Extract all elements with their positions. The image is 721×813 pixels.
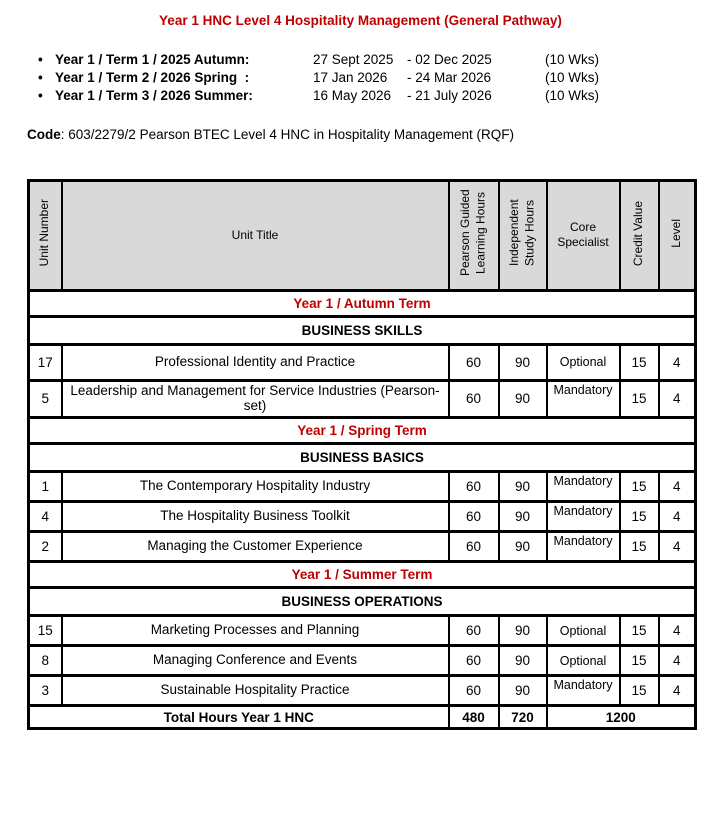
guided-hours-cell: 60 (449, 676, 499, 706)
independent-hours-cell: 90 (499, 646, 547, 676)
term-band-label: Year 1 / Autumn Term (29, 290, 696, 316)
unit-number-cell: 5 (29, 380, 62, 418)
term-duration: (10 Wks) (545, 52, 599, 67)
qualification-code-line (27, 127, 694, 142)
page-title: Year 1 HNC Level 4 Hospitality Management (General Pathway) (159, 13, 562, 28)
unit-number-cell: 2 (29, 532, 62, 562)
unit-row (29, 616, 696, 646)
independent-hours-header-label: Independent Study Hours (506, 199, 537, 267)
category-band-business-basics (29, 444, 696, 472)
independent-hours-cell: 90 (499, 676, 547, 706)
level-cell: 4 (659, 472, 696, 502)
credit-value-cell: 15 (620, 646, 659, 676)
unit-row (29, 344, 696, 380)
core-specialist-cell: Mandatory (547, 472, 620, 502)
unit-title-cell: Marketing Processes and Planning (62, 616, 449, 646)
level-cell: 4 (659, 646, 696, 676)
unit-title-cell: The Contemporary Hospitality Industry (62, 472, 449, 502)
guided-hours-cell: 60 (449, 532, 499, 562)
total-independent-hours-cell: 720 (499, 706, 547, 729)
unit-number-cell: 4 (29, 502, 62, 532)
unit-title-cell: Sustainable Hospitality Practice (62, 676, 449, 706)
category-band-business-skills (29, 316, 696, 344)
term-item-spring (38, 69, 694, 87)
term-label: Year 1 / Term 2 / 2026 Spring : (55, 70, 250, 86)
term-label: Year 1 / Term 1 / 2025 Autumn: (55, 52, 250, 67)
core-specialist-cell: Optional (547, 616, 620, 646)
unit-row (29, 532, 696, 562)
col-header-level (659, 180, 696, 290)
terms-list (27, 51, 694, 106)
term-start-date: 27 Sept 2025 (313, 52, 394, 67)
level-cell: 4 (659, 502, 696, 532)
term-start-date: 17 Jan 2026 (313, 70, 388, 86)
col-header-independent-hours (499, 180, 547, 290)
independent-hours-cell: 90 (499, 472, 547, 502)
col-header-guided-hours (449, 180, 499, 290)
col-header-unit-title: Unit Title (62, 180, 449, 290)
unit-row (29, 380, 696, 418)
level-cell: 4 (659, 676, 696, 706)
bullet-icon: • (38, 70, 43, 86)
credit-value-header-label: Credit Value (631, 200, 646, 266)
category-band-label: BUSINESS OPERATIONS (29, 588, 696, 616)
code-text: : 603/2279/2 Pearson BTEC Level 4 HNC in Hospitality Management (RQF) (60, 126, 514, 142)
level-cell: 4 (659, 532, 696, 562)
credit-value-cell: 15 (620, 502, 659, 532)
term-item-summer (38, 87, 694, 105)
credit-value-cell: 15 (620, 532, 659, 562)
independent-hours-cell: 90 (499, 344, 547, 380)
term-end-date: - 02 Dec 2025 (407, 52, 492, 67)
term-item-autumn (38, 51, 694, 69)
total-guided-hours-cell: 480 (449, 706, 499, 729)
level-header-label: Level (668, 218, 683, 248)
unit-row (29, 646, 696, 676)
total-label-cell: Total Hours Year 1 HNC (29, 706, 449, 729)
unit-title-cell: Leadership and Management for Service Industries (Pearson-set) (62, 380, 449, 418)
term-band-label: Year 1 / Spring Term (29, 418, 696, 444)
term-duration: (10 Wks) (545, 70, 599, 86)
unit-number-cell: 15 (29, 616, 62, 646)
category-band-label: BUSINESS BASICS (29, 444, 696, 472)
level-cell: 4 (659, 380, 696, 418)
unit-row (29, 472, 696, 502)
independent-hours-cell: 90 (499, 502, 547, 532)
guided-hours-cell: 60 (449, 380, 499, 418)
total-row (29, 706, 696, 729)
total-combined-cell: 1200 (547, 706, 696, 729)
core-specialist-cell: Mandatory (547, 380, 620, 418)
category-band-label: BUSINESS SKILLS (29, 316, 696, 344)
term-end-date: - 21 July 2026 (407, 88, 492, 104)
col-header-credit-value (620, 180, 659, 290)
code-label: Code (27, 126, 61, 142)
term-end-date: - 24 Mar 2026 (407, 70, 492, 86)
term-band-autumn (29, 290, 696, 316)
col-header-unit-number (29, 180, 62, 290)
guided-hours-cell: 60 (449, 616, 499, 646)
unit-number-cell: 8 (29, 646, 62, 676)
term-band-label: Year 1 / Summer Term (29, 562, 696, 588)
core-specialist-cell: Mandatory (547, 532, 620, 562)
unit-row (29, 502, 696, 532)
credit-value-cell: 15 (620, 616, 659, 646)
independent-hours-cell: 90 (499, 616, 547, 646)
term-band-summer (29, 562, 696, 588)
guided-hours-cell: 60 (449, 472, 499, 502)
unit-title-cell: Professional Identity and Practice (62, 344, 449, 380)
credit-value-cell: 15 (620, 380, 659, 418)
core-specialist-cell: Mandatory (547, 502, 620, 532)
category-band-business-operations (29, 588, 696, 616)
core-specialist-cell: Mandatory (547, 676, 620, 706)
credit-value-cell: 15 (620, 676, 659, 706)
unit-title-cell: The Hospitality Business Toolkit (62, 502, 449, 532)
credit-value-cell: 15 (620, 472, 659, 502)
term-start-date: 16 May 2026 (313, 88, 392, 104)
core-specialist-cell: Optional (547, 344, 620, 380)
term-label: Year 1 / Term 3 / 2026 Summer: (55, 88, 253, 104)
guided-hours-header-label: Pearson Guided Learning Hours (457, 189, 488, 277)
independent-hours-cell: 90 (499, 380, 547, 418)
bullet-icon: • (38, 88, 43, 104)
unit-number-header-label: Unit Number (37, 199, 52, 267)
bullet-icon: • (38, 52, 43, 67)
unit-title-cell: Managing Conference and Events (62, 646, 449, 676)
unit-row (29, 676, 696, 706)
independent-hours-cell: 90 (499, 532, 547, 562)
term-duration: (10 Wks) (545, 88, 599, 104)
level-cell: 4 (659, 344, 696, 380)
col-header-core-specialist: Core Specialist (547, 180, 620, 290)
term-band-spring (29, 418, 696, 444)
units-table (27, 179, 697, 731)
guided-hours-cell: 60 (449, 646, 499, 676)
core-specialist-cell: Optional (547, 646, 620, 676)
unit-title-cell: Managing the Customer Experience (62, 532, 449, 562)
unit-number-cell: 1 (29, 472, 62, 502)
unit-number-cell: 17 (29, 344, 62, 380)
credit-value-cell: 15 (620, 344, 659, 380)
level-cell: 4 (659, 616, 696, 646)
guided-hours-cell: 60 (449, 344, 499, 380)
guided-hours-cell: 60 (449, 502, 499, 532)
table-header-row (29, 180, 696, 290)
unit-number-cell: 3 (29, 676, 62, 706)
